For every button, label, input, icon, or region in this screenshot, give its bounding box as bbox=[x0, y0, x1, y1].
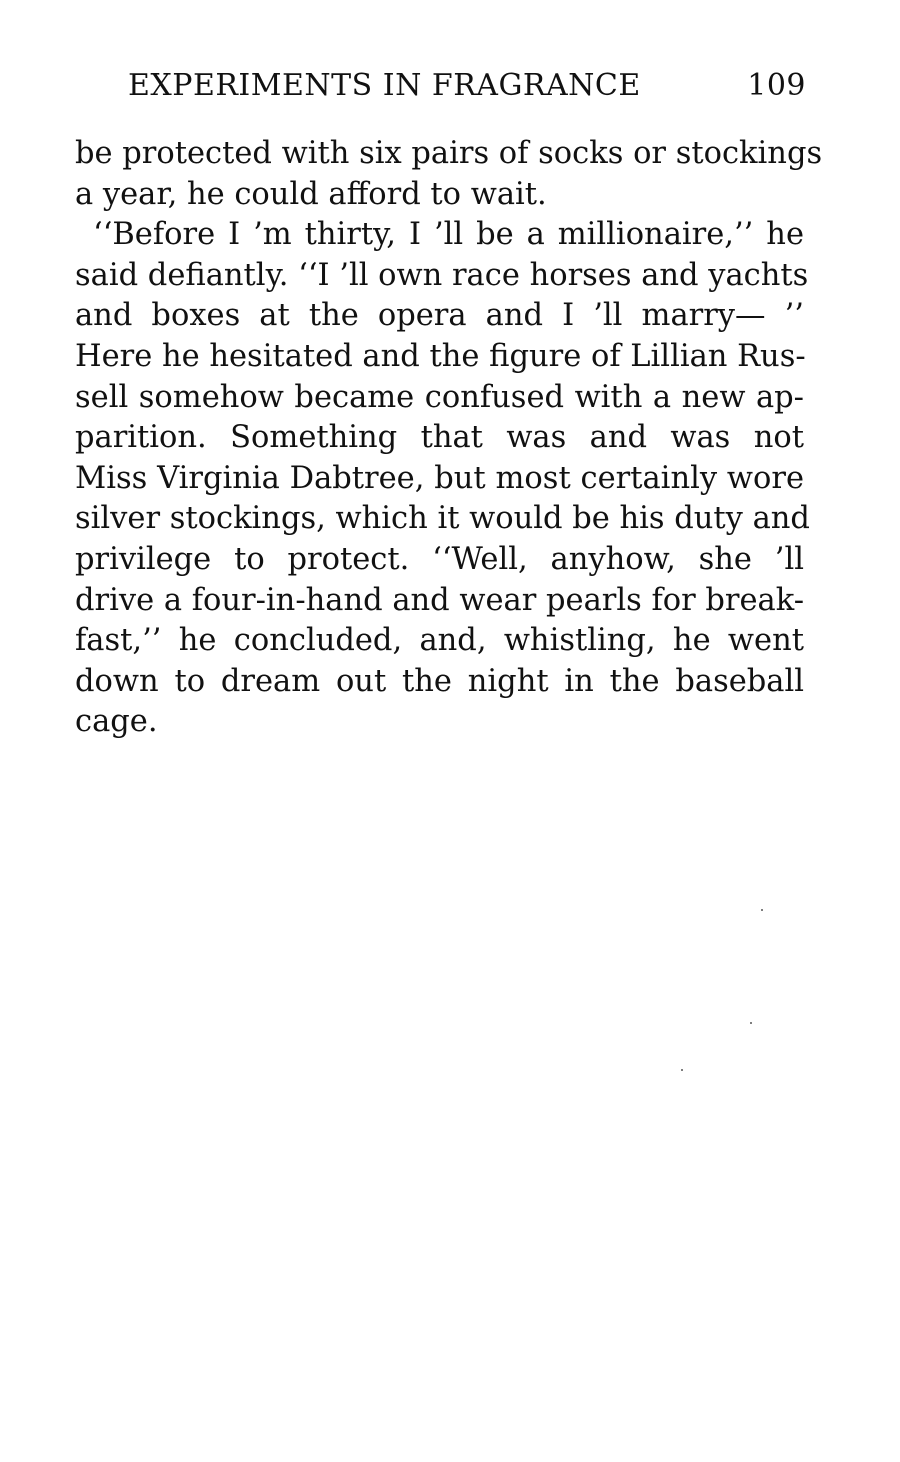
scan-speck bbox=[750, 1022, 752, 1024]
text-line: parition. Something that was and was not bbox=[75, 420, 804, 456]
scan-speck bbox=[681, 1069, 683, 1071]
page-number: 109 bbox=[747, 68, 806, 103]
text-line: Miss Virginia Dabtree, but most certainly wore bbox=[75, 460, 804, 496]
running-title: EXPERIMENTS IN FRAGRANCE bbox=[128, 68, 641, 103]
text-line: cage. bbox=[75, 704, 158, 740]
text-line: Here he hesitated and the figure of Lillian Rus- bbox=[75, 338, 806, 374]
text-line: be protected with six pairs of socks or stockings bbox=[75, 136, 823, 171]
text-line: said defiantly. ‘‘I ’ll own race horses and yachts bbox=[75, 257, 809, 293]
scan-speck bbox=[761, 909, 763, 911]
text-line: ‘‘Before I ’m thirty, I ’ll be a millionaire,’’ he bbox=[93, 217, 804, 253]
text-line: fast,’’ he concluded, and, whistling, he went bbox=[75, 623, 804, 659]
text-line: a year, he could afford to wait. bbox=[75, 176, 547, 212]
text-line: privilege to protect. ‘‘Well, anyhow, she ’ll bbox=[75, 541, 804, 577]
body-text bbox=[75, 134, 823, 743]
text-line: sell somehow became confused with a new ap- bbox=[75, 379, 804, 415]
text-line: down to dream out the night in the baseball bbox=[75, 663, 804, 699]
text-line: drive a four-in-hand and wear pearls for break- bbox=[75, 582, 804, 618]
text-line: silver stockings, which it would be his duty and bbox=[75, 501, 810, 537]
text-line: and boxes at the opera and I ’ll marry— ’’ bbox=[75, 298, 804, 334]
running-head bbox=[128, 68, 806, 108]
